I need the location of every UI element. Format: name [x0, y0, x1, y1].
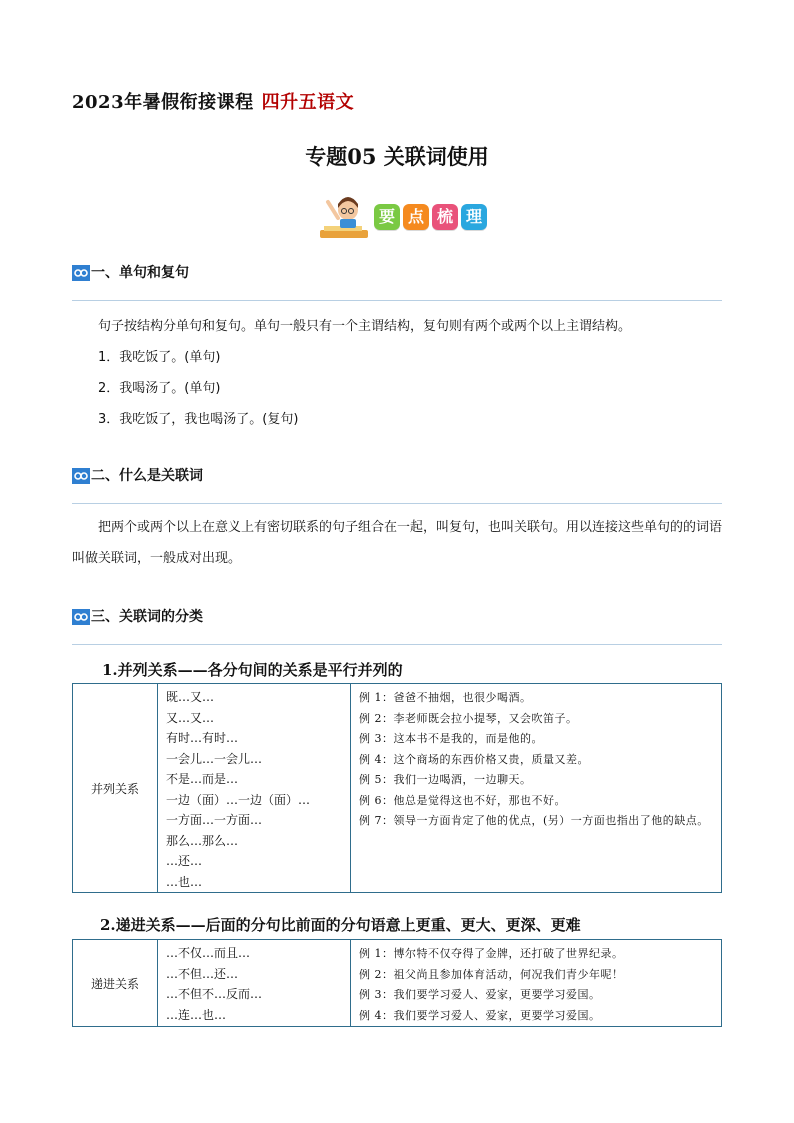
example-sentence: 例 2：祖父尚且参加体育活动，何况我们青少年呢！ — [359, 967, 624, 981]
example-list — [351, 940, 722, 1027]
connective: 那么…那么… — [166, 833, 239, 848]
link-chain-icon — [72, 265, 90, 281]
connective: …不但不…反而… — [166, 987, 263, 1001]
section-title: 三、关联词的分类 — [91, 609, 203, 625]
paragraph: 3．我吃饭了，我也喝汤了。(复句) — [98, 412, 299, 427]
paragraph: 2．我喝汤了。(单句) — [98, 381, 221, 396]
course-name: 2023年暑假衔接课程 — [72, 92, 254, 113]
table-subtitle: 2.递进关系——后面的分句比前面的分句语意上更重、更大、更深、更难 — [100, 916, 581, 934]
connective: …也… — [166, 874, 203, 889]
paragraph: 把两个或两个以上在意义上有密切联系的句子组合在一起，叫复句，也叫关联句。用以连接这些单句的的词语叫做关联词，一般成对出现。 — [72, 520, 723, 566]
connective: 一方面…一方面… — [166, 813, 263, 827]
link-chain-icon — [72, 609, 90, 625]
link-chain-icon — [72, 468, 90, 484]
section-header — [72, 465, 722, 504]
section-title: 二、什么是关联词 — [91, 468, 203, 484]
page-title: 专题05 关联词使用 — [305, 144, 489, 169]
connective: 又…又… — [166, 710, 215, 725]
example-sentence: 例 3：这本书不是我的，而是他的。 — [359, 732, 543, 745]
example-list — [351, 684, 722, 893]
connective: …不但…还… — [166, 966, 239, 981]
section-title: 一、单句和复句 — [91, 265, 189, 281]
table-subtitle: 1.并列关系——各分句间的关系是平行并列的 — [102, 661, 403, 679]
example-sentence: 例 6：他总是觉得这也不好，那也不好。 — [359, 793, 566, 807]
banner-tile: 要 — [374, 204, 400, 230]
relation-type: 递进关系 — [73, 940, 158, 1027]
connective-list — [158, 940, 351, 1027]
example-sentence: 例 5：我们一边喝酒，一边聊天。 — [359, 773, 532, 786]
connective: 不是…而是… — [166, 772, 239, 786]
connective: …还… — [166, 854, 203, 868]
connective: 有时…有时… — [166, 731, 239, 745]
section-header — [72, 262, 722, 301]
girl-reading-icon — [318, 196, 372, 242]
banner-tile: 梳 — [432, 204, 458, 230]
example-sentence: 例 7：领导一方面肯定了他的优点，(另）一方面也指出了他的缺点。 — [359, 814, 709, 827]
relation-table — [72, 683, 722, 893]
connective: …连…也… — [166, 1007, 227, 1022]
connective: …不仅…而且… — [166, 946, 251, 960]
connective: 一会儿…一会儿… — [166, 751, 263, 766]
example-sentence: 例 2：李老师既会拉小提琴，又会吹笛子。 — [359, 711, 578, 725]
example-sentence: 例 4：我们要学习爱人、爱家，更要学习爱国。 — [359, 1008, 601, 1022]
banner-tile: 点 — [403, 204, 429, 230]
relation-type: 并列关系 — [73, 684, 158, 893]
example-sentence: 例 3：我们要学习爱人、爱家，更要学习爱国。 — [359, 988, 601, 1001]
relation-table — [72, 939, 722, 1027]
paragraph: 句子按结构分单句和复句。单句一般只有一个主谓结构，复句则有两个或两个以上主谓结构。 — [98, 319, 632, 334]
section-body — [72, 311, 722, 435]
section-header — [72, 606, 722, 645]
banner-tile: 理 — [461, 204, 487, 230]
grade-label: 四升五语文 — [261, 92, 355, 113]
example-sentence: 例 4：这个商场的东西价格又贵，质量又差。 — [359, 752, 589, 766]
connective: 既…又… — [166, 690, 215, 704]
connective-list — [158, 684, 351, 893]
key-points-banner — [318, 196, 508, 242]
connective: 一边（面）…一边（面）… — [166, 792, 311, 807]
course-header — [72, 88, 354, 114]
example-sentence: 例 1：爸爸不抽烟，也很少喝酒。 — [359, 691, 532, 704]
example-sentence: 例 1：博尔特不仅夺得了金牌，还打破了世界纪录。 — [359, 947, 624, 960]
section-body — [72, 512, 722, 574]
paragraph: 1．我吃饭了。(单句) — [98, 350, 221, 365]
